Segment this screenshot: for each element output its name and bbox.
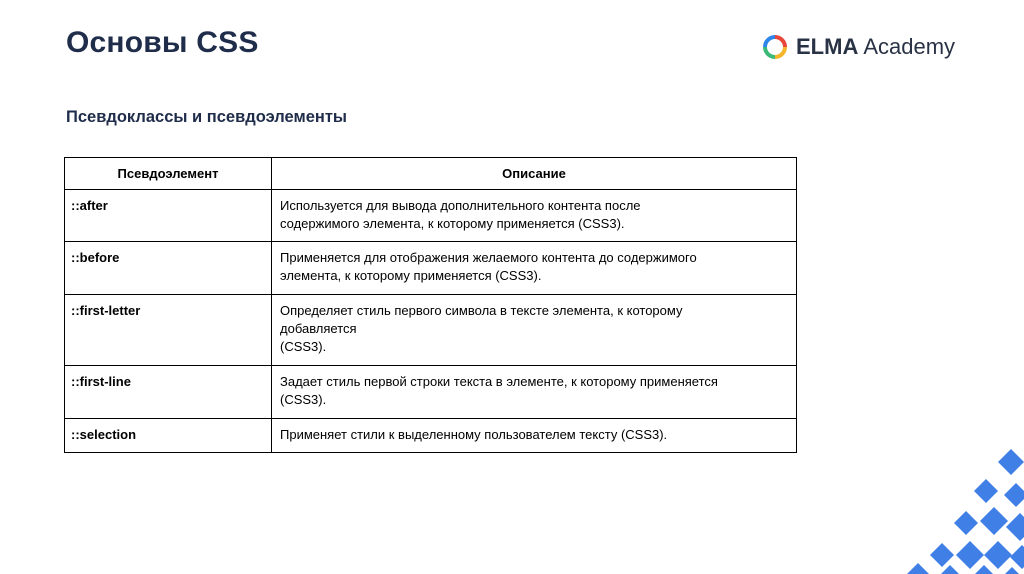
decor-diamond bbox=[930, 543, 954, 567]
table-header-row bbox=[65, 158, 797, 190]
description-line: Определяет стиль первого символа в тексте элемента, к которому bbox=[280, 303, 683, 318]
description-line: Задает стиль первой строки текста в элементе, к которому применяется bbox=[280, 374, 718, 389]
description-line: содержимого элемента, к которому применяется (CSS3). bbox=[280, 216, 625, 231]
decor-diamond bbox=[972, 565, 996, 574]
pseudo-element-name: ::first-line bbox=[65, 366, 272, 419]
decor-diamond bbox=[974, 479, 998, 503]
decor-diamond bbox=[998, 449, 1024, 475]
pseudo-element-name: ::selection bbox=[65, 419, 272, 453]
decor-diamond bbox=[1006, 513, 1024, 541]
elma-ring-logo-icon bbox=[762, 34, 788, 60]
decor-diamond bbox=[954, 511, 978, 535]
pseudo-elements-table bbox=[64, 157, 797, 453]
description-line: (CSS3). bbox=[280, 392, 327, 407]
table-row bbox=[65, 295, 797, 366]
description-line: добавляется bbox=[280, 321, 357, 336]
table-header-pseudoelement: Псевдоэлемент bbox=[65, 158, 272, 190]
decorative-diamond-pattern bbox=[894, 449, 1024, 574]
description-line: Применяет стили к выделенному пользователем тексту (CSS3). bbox=[280, 427, 668, 442]
pseudo-element-description bbox=[272, 295, 797, 366]
pseudo-element-name: ::first-letter bbox=[65, 295, 272, 366]
decor-diamond bbox=[956, 541, 984, 569]
description-line: Используется для вывода дополнительного контента после bbox=[280, 198, 641, 213]
description-line: (CSS3). bbox=[280, 339, 327, 354]
brand-name bbox=[796, 34, 955, 60]
pseudo-element-name: ::after bbox=[65, 190, 272, 242]
table-header-description: Описание bbox=[272, 158, 797, 190]
brand-name-strong: ELMA bbox=[796, 34, 859, 59]
slide-title: Основы CSS bbox=[66, 26, 259, 59]
table-row bbox=[65, 419, 797, 453]
description-line: Применяется для отображения желаемого контента до содержимого bbox=[280, 250, 697, 265]
description-line: элемента, к которому применяется (CSS3). bbox=[280, 268, 542, 283]
decor-diamond bbox=[906, 563, 930, 574]
pseudo-element-description bbox=[272, 242, 797, 295]
pseudo-element-description bbox=[272, 419, 797, 453]
table-row bbox=[65, 366, 797, 419]
decor-diamond bbox=[1010, 545, 1024, 569]
decor-diamond bbox=[1004, 483, 1024, 507]
pseudo-element-description bbox=[272, 190, 797, 242]
pseudo-element-name: ::before bbox=[65, 242, 272, 295]
decor-diamond bbox=[984, 541, 1012, 569]
decor-diamond bbox=[1000, 567, 1024, 574]
brand-logo-block bbox=[762, 33, 955, 61]
section-title: Псевдоклассы и псевдоэлементы bbox=[66, 108, 348, 126]
table-row bbox=[65, 190, 797, 242]
brand-name-suffix: Academy bbox=[863, 34, 956, 59]
pseudo-element-description bbox=[272, 366, 797, 419]
table-row bbox=[65, 242, 797, 295]
decor-diamond bbox=[980, 507, 1008, 535]
